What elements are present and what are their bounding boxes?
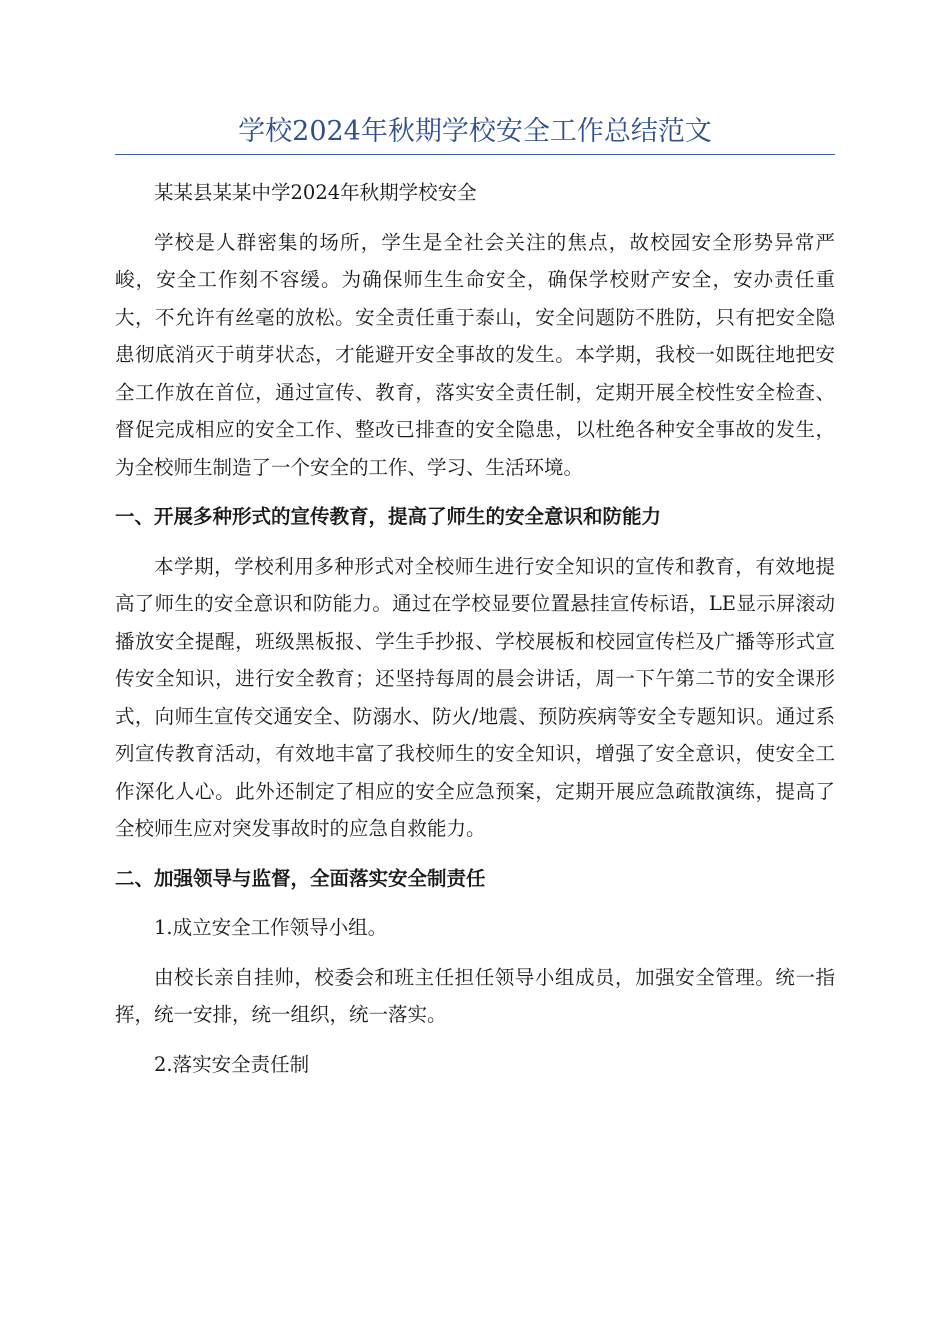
- paragraph-item-2: 2.落实安全责任制: [154, 1052, 310, 1076]
- section-heading-1: 一、开展多种形式的宣传教育，提高了师生的安全意识和防能力: [115, 505, 662, 528]
- paragraph-intro: 学校是人群密集的场所，学生是全社会关注的焦点，故校园安全形势异常严峻，安全工作刻不容缓。为确保师生生命安全，确保学校财产安全，安办责任重大，不允许有丝毫的放松。安全责任重于泰山，安全问题防不胜防，只有把安全隐患彻底消灭于萌芽状态，才能避开安全事故的发生。本学期，我校一如既往地把安全工作放在首位，通过宣传、教育，落实安全责任制，定期开展全校性安全检查、督促完成相应的安全工作、整改已排查的安全隐患，以杜绝各种安全事故的发生，为全校师生制造了一个安全的工作、学习、生活环境。: [115, 230, 835, 479]
- title-underline: [115, 154, 835, 155]
- document-title: 学校2024年秋期学校安全工作总结范文: [238, 116, 712, 147]
- section-heading-2: 二、加强领导与监督，全面落实安全制责任: [115, 866, 486, 890]
- paragraph-item-1-detail: 由校长亲自挂帅，校委会和班主任担任领导小组成员，加强安全管理。统一指挥，统一安排，统一组织，统一落实。: [115, 965, 835, 1026]
- document-body: [115, 174, 835, 1095]
- paragraph-school-name: 某某县某某中学2024年秋期学校安全: [154, 181, 477, 204]
- paragraph-item-1: 1.成立安全工作领导小组。: [154, 916, 388, 939]
- paragraph-section-1: 本学期，学校利用多种形式对全校师生进行安全知识的宣传和教育，有效地提高了师生的安全意识和防能力。通过在学校显要位置悬挂宣传标语，LE显示屏滚动播放安全提醒，班级黑板报、学生手抄报、学校展板和校园宣传栏及广播等形式宣传安全知识，进行安全教育；还坚持每周的晨会讲话，周一下午第二节的安全课形式，向师生宣传交通安全、防溺水、防火/地震、预防疾病等安全专题知识。通过系列宣传教育活动，有效地丰富了我校师生的安全知识，增强了安全意识，使安全工作深化人心。此外还制定了相应的安全应急预案，定期开展应急疏散演练，提高了全校师生应对突发事故时的应急自救能力。: [115, 554, 835, 840]
